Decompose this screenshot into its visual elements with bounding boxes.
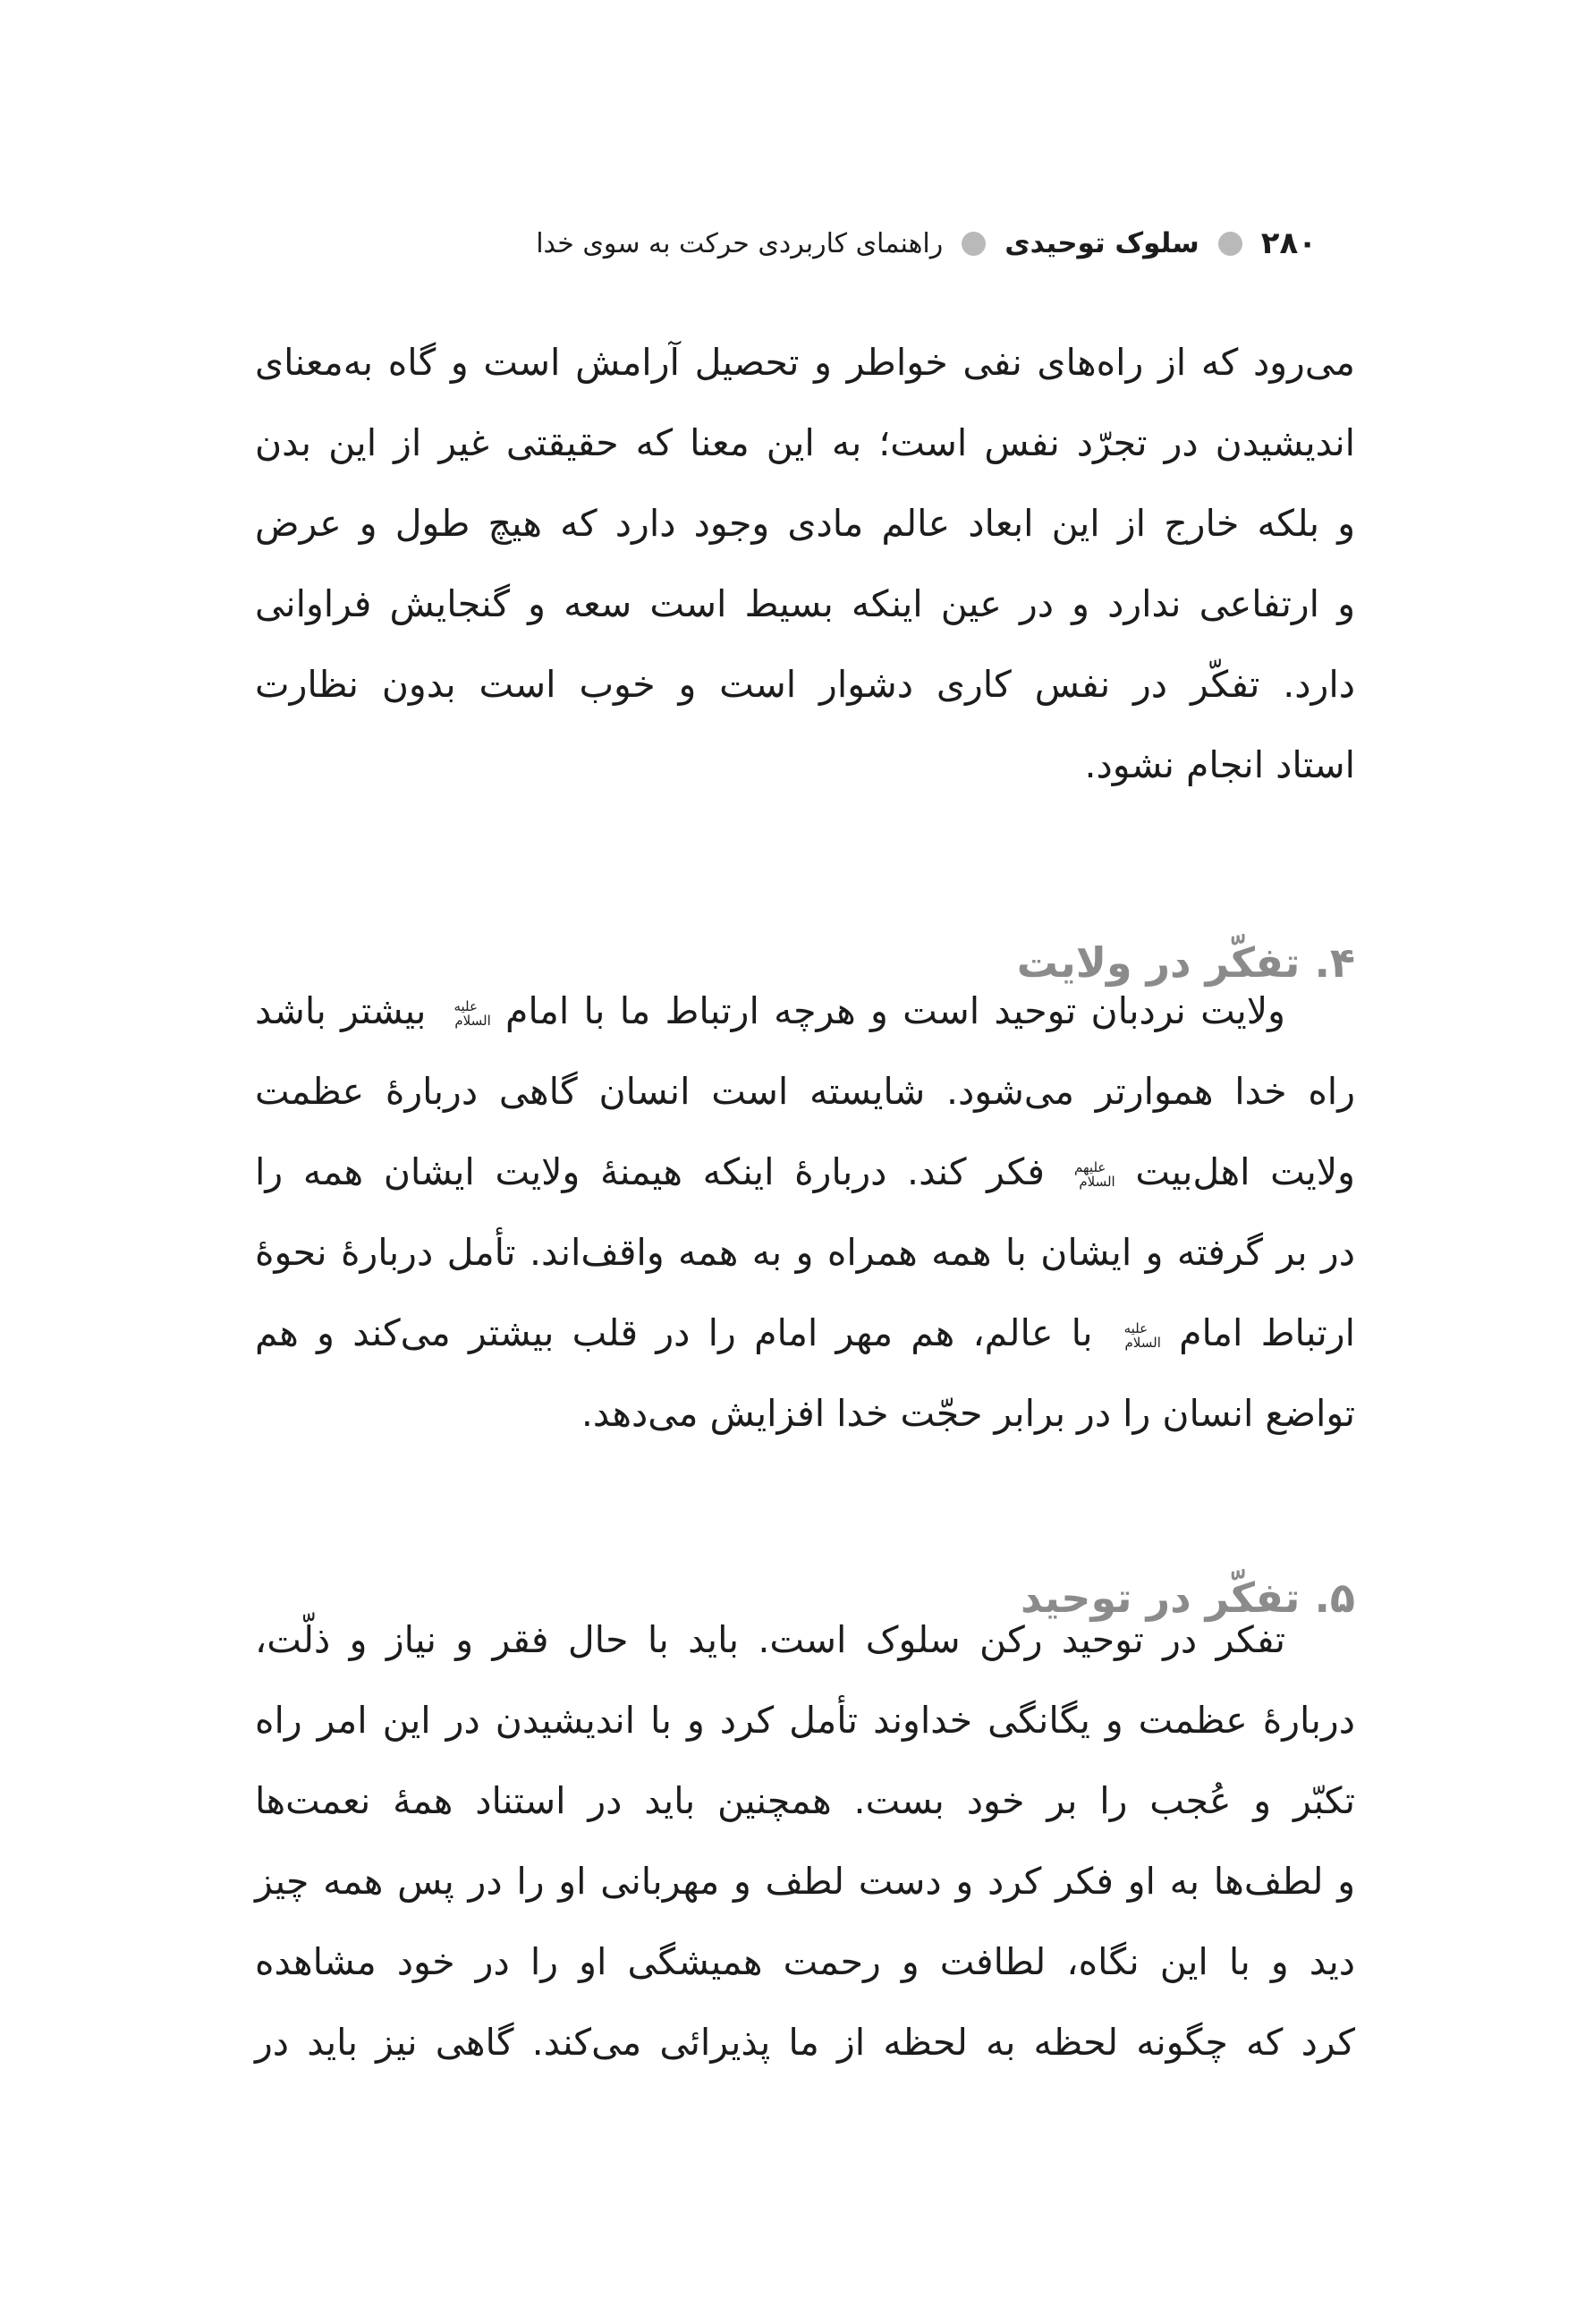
text-segment: اندیشیدن در تجرّد نفس است؛ به این معنا که حقیقتی غیر از این بدن	[255, 421, 1355, 464]
text-line	[255, 1841, 1355, 1921]
text-segment: در بر گرفته و ایشان با همه همراه و به همه واقف‌اند. تأمل دربارهٔ نحوهٔ	[255, 1231, 1355, 1274]
paragraph-tawhid	[255, 1599, 1355, 2082]
text-line	[255, 1373, 1355, 1454]
text-segment: راه خدا هموارتر می‌شود. شایسته است انسان گاهی دربارهٔ عظمت	[255, 1070, 1355, 1113]
bullet-separator-icon	[1218, 232, 1242, 256]
text-segment: تواضع انسان را در برابر حجّت خدا افزایش می‌دهد.	[581, 1392, 1355, 1435]
text-line	[255, 564, 1355, 644]
text-line	[255, 1680, 1355, 1760]
text-line	[255, 1132, 1355, 1212]
text-line	[255, 1921, 1355, 2002]
running-header	[536, 225, 1317, 261]
book-subtitle: راهنمای کاربردی حرکت به سوی خدا	[536, 227, 944, 259]
text-segment: استاد انجام نشود.	[1084, 743, 1355, 786]
text-segment: دید و با این نگاه، لطافت و رحمت همیشگی او را در خود مشاهده	[255, 1940, 1355, 1983]
text-line	[255, 1212, 1355, 1293]
text-segment: ارتباط امام	[1179, 1311, 1355, 1354]
text-line	[255, 1760, 1355, 1841]
text-segment: بیشتر باشد	[255, 989, 427, 1032]
page-number: ۲۸۰	[1260, 225, 1317, 261]
text-segment: دارد. تفکّر در نفس کاری دشوار است و خوب است بدون نظارت	[255, 663, 1355, 706]
section-heading-5: ۵. تفکّر در توحید	[1020, 1573, 1355, 1623]
paragraph-continuation	[255, 322, 1355, 805]
honorific-mark: علیه السلام	[1123, 1320, 1161, 1351]
text-segment: تکبّر و عُجب را بر خود بست. همچنین باید در استناد همهٔ نعمت‌ها	[255, 1779, 1355, 1822]
text-segment: با عالم، هم مهر امام را در قلب بیشتر می‌کند و هم	[255, 1311, 1093, 1354]
text-line	[255, 644, 1355, 725]
honorific-mark: علیه السلام	[453, 998, 491, 1029]
text-segment: و لطف‌ها به او فکر کرد و دست لطف و مهربانی او را در پس همه چیز	[255, 1860, 1355, 1903]
bullet-separator-icon	[962, 232, 986, 256]
text-segment: و ارتفاعی ندارد و در عین اینکه بسیط است سعه و گنجایش فراوانی	[255, 582, 1355, 625]
text-segment: ولایت اهل‌بیت	[1135, 1150, 1355, 1193]
text-segment: تفکر در توحید رکن سلوک است. باید با حال فقر و نیاز و ذلّت،	[255, 1618, 1285, 1661]
text-segment: و بلکه خارج از این ابعاد عالم مادی وجود دارد که هیچ طول و عرض	[255, 502, 1355, 545]
section-heading-4: ۴. تفکّر در ولایت	[1016, 938, 1355, 988]
text-segment: ولایت نردبان توحید است و هرچه ارتباط ما با امام	[505, 989, 1285, 1032]
text-line	[255, 2002, 1355, 2082]
text-line	[255, 971, 1355, 1051]
text-line	[255, 483, 1355, 564]
text-segment: کرد که چگونه لحظه به لحظه از ما پذیرائی می‌کند. گاهی نیز باید در	[255, 2021, 1355, 2064]
text-line	[255, 1051, 1355, 1132]
paragraph-velayat	[255, 971, 1355, 1454]
text-segment: می‌رود که از راه‌های نفی خواطر و تحصیل آرامش است و گاه به‌معنای	[255, 341, 1355, 384]
honorific-mark: علیهم السلام	[1074, 1159, 1115, 1190]
text-line	[255, 322, 1355, 403]
text-segment: دربارهٔ عظمت و یگانگی خداوند تأمل کرد و با اندیشیدن در این امر راه	[255, 1699, 1355, 1742]
text-line	[255, 1293, 1355, 1373]
text-line	[255, 725, 1355, 805]
book-title: سلوک توحیدی	[1004, 227, 1199, 259]
text-line	[255, 1599, 1355, 1680]
text-segment: فکر کند. دربارهٔ اینکه هیمنهٔ ولایت ایشان همه را	[255, 1150, 1046, 1193]
text-line	[255, 403, 1355, 483]
